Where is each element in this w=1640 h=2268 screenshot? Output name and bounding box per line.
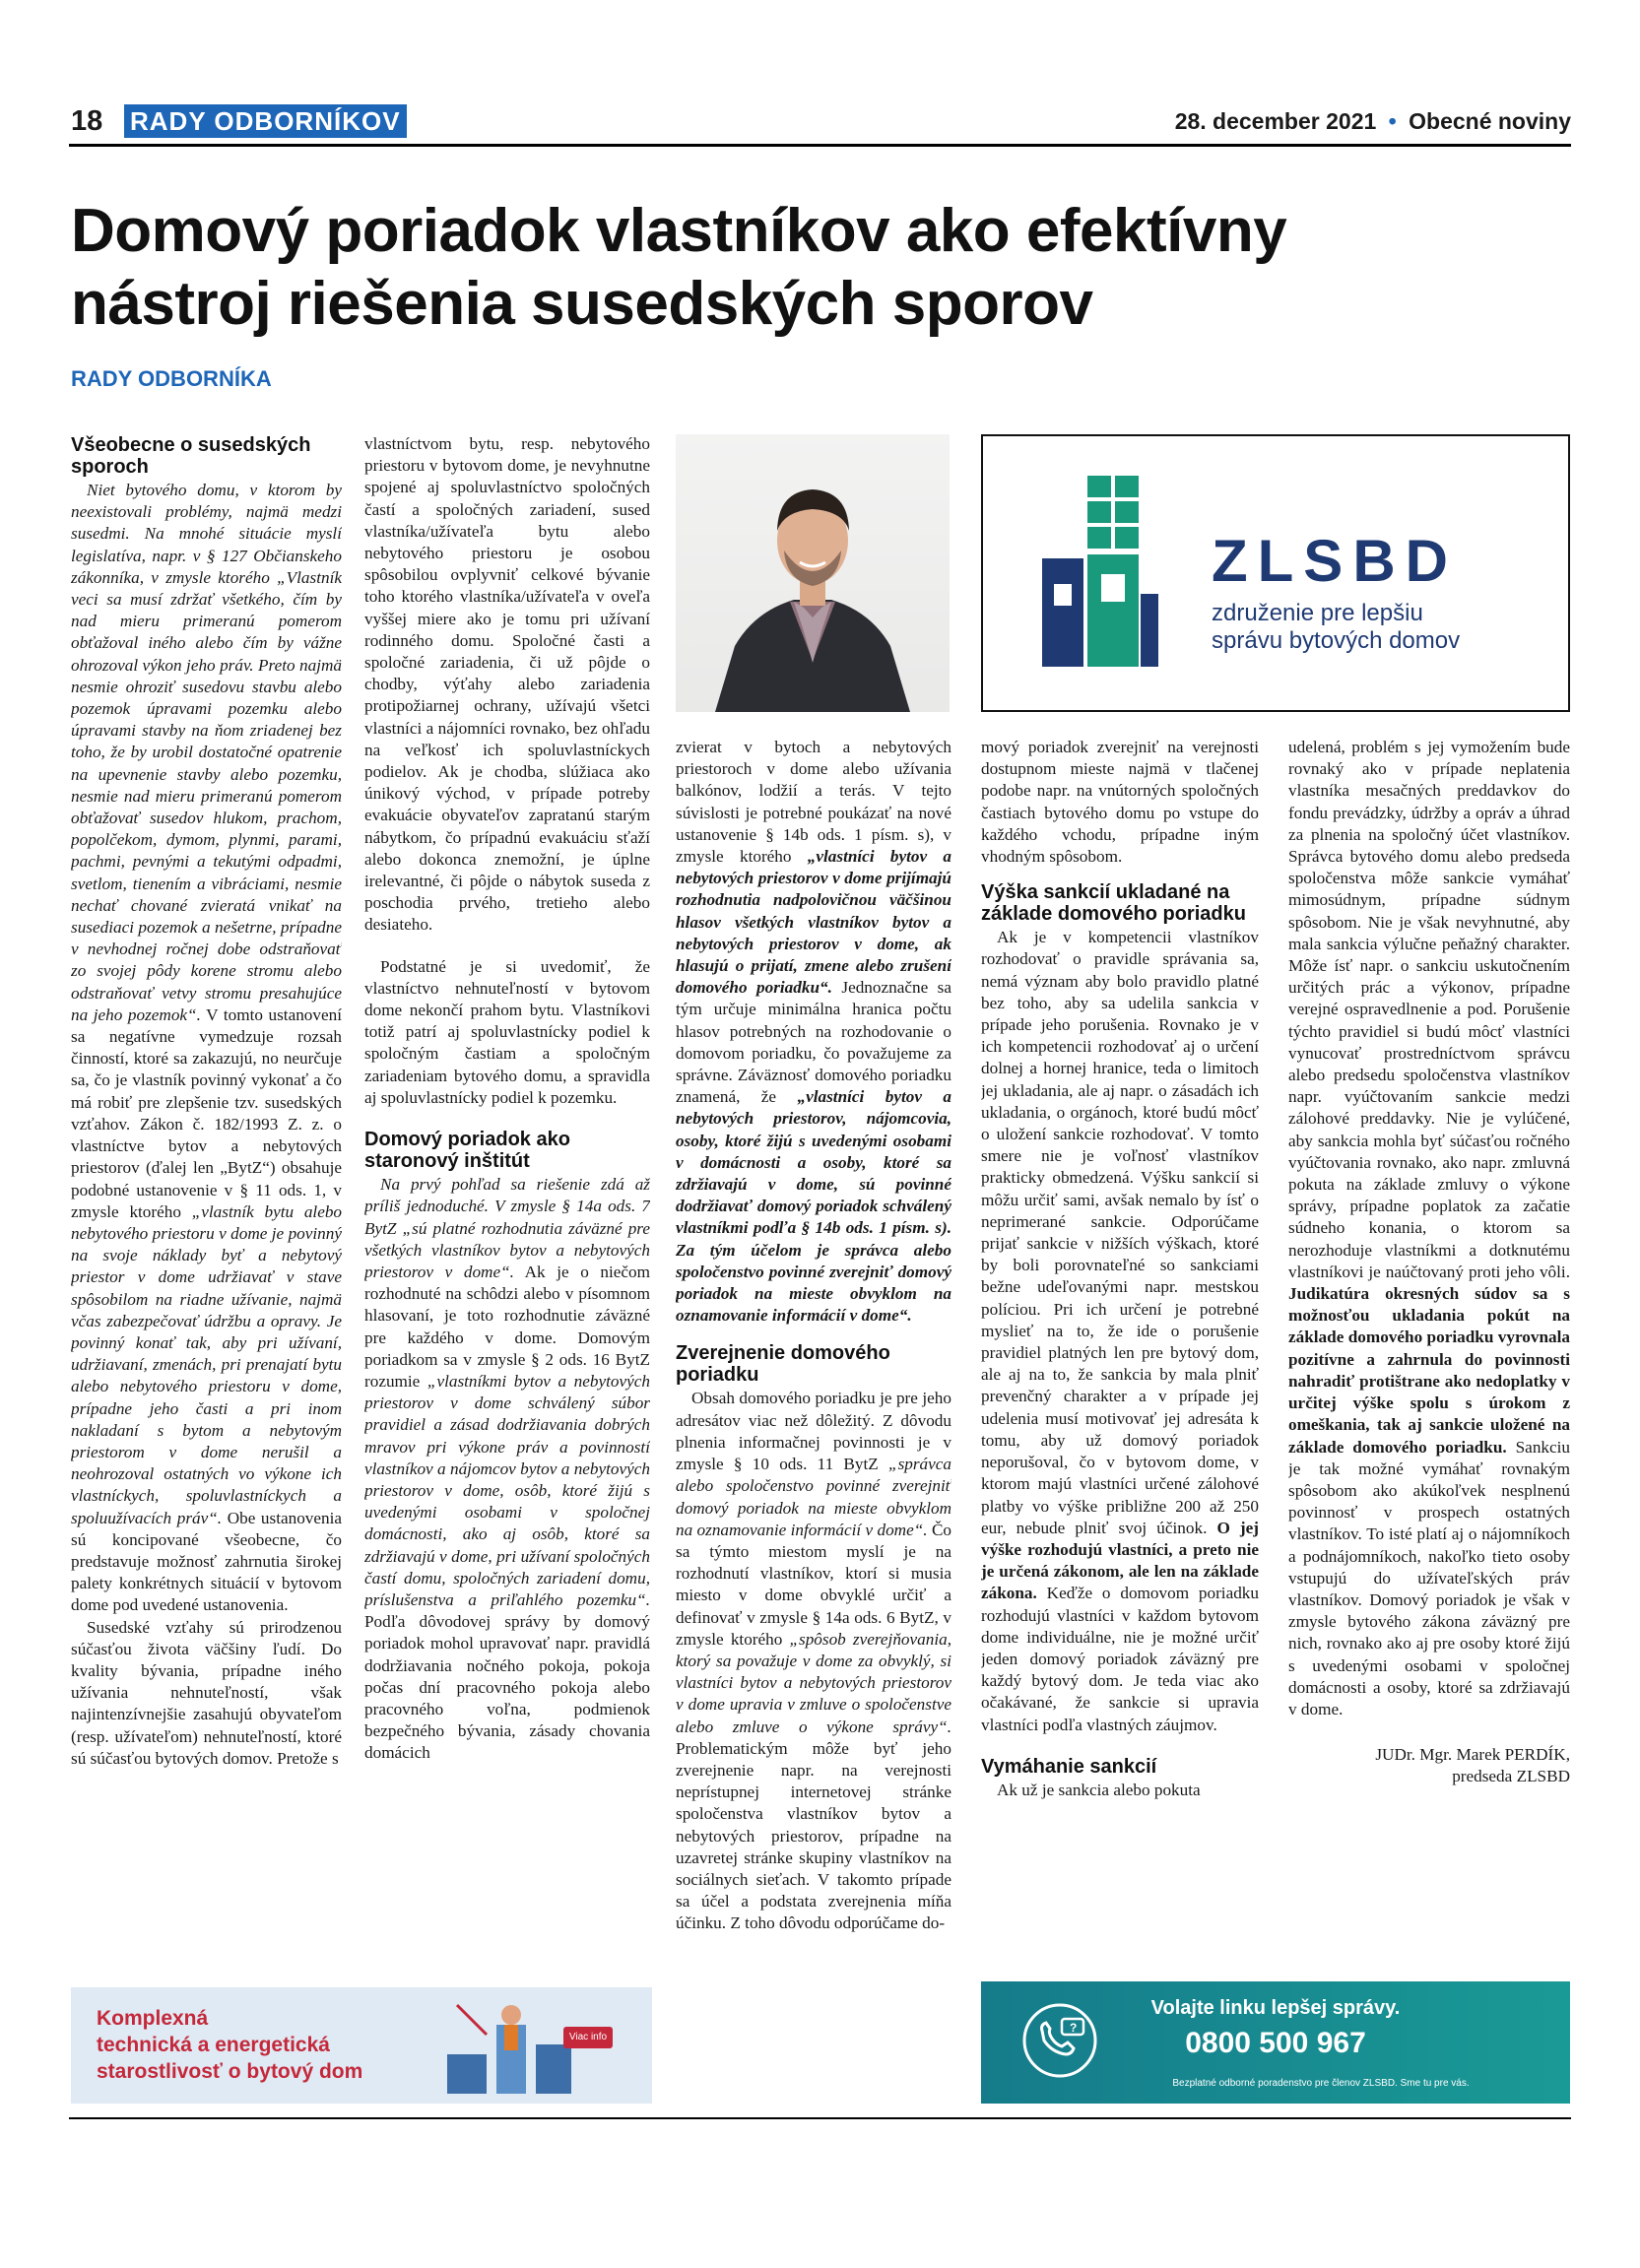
more-info-button[interactable]: Viac info [563, 2027, 613, 2048]
paragraph: Susedské vzťahy sú prirodzenou súčasťou života väčšiny ľudí. Do kvality bývania, prípadne iného užívania nehnuteľností, však najintenzívnejšie zasahujú obyvateľom (resp. užívateľom) nehnuteľností, ktoré sú súčasťou bytových domov. Pretože s [71, 1617, 342, 1768]
paragraph: mový poriadok zverejniť na verejnosti dostupnom mieste najmä v tlačenej podobe napr. na vnútorných spoločných častiach bytového domu po vstupe do každého vchodu, prípadne iným vhodným spôsobom. [981, 738, 1259, 867]
logo-acronym: ZLSBD [1212, 528, 1458, 594]
paragraph: Podstatné je si uvedomiť, že vlastníctvo nehnuteľností v bytovom dome nekončí prahom bytu. Vlastníkovi totiž patrí aj spoluvlastnícky podiel k spoločným častiam a spoločným zariadeniam bytového domu, a spravidla aj spoluvlastnícky podiel k pozemku. [364, 956, 650, 1107]
subhead-general: Všeobecne o susedských sporoch [71, 434, 311, 478]
separator-dot: • [1388, 108, 1397, 134]
ad-technical-care[interactable] [71, 1987, 652, 2104]
column-1 [71, 430, 342, 1976]
building-logo-icon [1042, 476, 1158, 669]
author-photo [676, 434, 950, 712]
author-name: JUDr. Mgr. Marek PERDÍK, [1375, 1745, 1570, 1765]
hotline-headline: Volajte linku lepšej správy. [1150, 1997, 1401, 2019]
hotline-phone[interactable]: 0800 500 967 [1185, 2027, 1366, 2059]
ad-hotline[interactable] [981, 1981, 1570, 2104]
subhead-zverejnenie: Zverejnenie domového poriadku [676, 1342, 890, 1387]
subhead-staronovy: Domový poriadok ako staronový inštitút [364, 1129, 570, 1173]
paragraph: Niet bytového domu, v ktorom by neexistovali problémy, najmä medzi susedmi. Na mnohé situácie myslí legislatíva, napr. v § 127 Občianskeho zákonníka, v zmysle ktorého „Vlastník veci sa musí zdržať všetkého, čím by nad mieru primeranú pomerom obťažoval iného alebo čím by vážne ohrozoval výkon jeho práv. Preto najmä nesmie ohroziť susedovu stavbu alebo pozemok úpravami pozemku alebo úpravami stavby na ňom zriadenej bez toho, že by urobil dostatočné opatrenie na upevnenie stavby alebo pozemku, nesmie nad mieru primeranú pomerom obťažovať susedov hlukom, prachom, popolčekom, dymom, plynmi, parami, pachmi, pevnými a tekutými odpadmi, svetlom, tienením a vibráciami, nesmie nechať chované zvieratá vnikať na susediaci pozemok a nešetrne, prípadne v nevhodnej ročnej dobe odstraňovať zo svojej pôdy korene stromu alebo odstraňovať vetvy stromu presahujúce na jeho pozemok“. V tomto ustanovení sa negatívne vymedzuje rozsah činností, ktoré sa zakazujú, no neurčuje sa, čo je vlastník povinný vykonať a čo má robiť pre zlepšenie tzv. susedských vzťahov. Zákon č. 182/1993 Z. z. o vlastníctve bytov a nebytových priestorov (ďalej len „BytZ“) obsahuje podobné ustanovenie v § 11 ods. 1, v zmysle ktorého „vlastník bytu alebo nebytového priestoru v dome je povinný na svoje náklady byť a nebytový priestor v dome udržiavať v stave spôsobilom na riadne užívanie, najmä včas zabezpečovať údržbu a opravy. Je povinný konať tak, aby pri užívaní, udržiavaní, zmenách, pri prenajatí bytu alebo nebytového priestoru v dome, prípadne jeho časti a pri inom nakladaní s bytom a nebytovým priestorom v dome nerušil a neohrozoval ostatných vo výkone ich vlastníckych, spoluvlastníckych a spoluužívacích práv“. Obe ustanovenia sú koncipované všeobecne, čo predstavuje možnosť zahrnutia širokej palety konkrétnych situácií v bytovom dome pod uvedené ustanovenia. [71, 481, 342, 1615]
paragraph: Ak už je sankcia alebo pokuta [997, 1780, 1201, 1799]
issue-info [1175, 108, 1571, 135]
paragraph: Na prvý pohľad sa riešenie zdá až príliš jednoduché. V zmysle § 14a ods. 7 BytZ „sú platné rozhodnutia záväzné pre všetkých vlastníkov bytov a nebytových priestorov v dome“. Ak je o niečom rozhodnuté na schôdzi alebo v písomnom hlasovaní, je toto rozhodnutie záväzné pre každého v dome. Domovým poriadkom sa v zmysle § 2 ods. 16 BytZ rozumie „vlastníkmi bytov a nebytových priestorov v dome schválený súbor pravidiel a zásad dodržiavania dobrých mravov pri výkone práv a povinností vlastníkov a nájomcov bytov a nebytových priestorov v dome, osôb, ktoré žijú s uvedenými osobami v spoločnej domácnosti, ako aj osôb, ktoré sa zdržiavajú v dome, pri užívaní spoločných častí domu, spoločných zariadení domu, príslušenstva a priľahlého pozemku“. Podľa dôvodovej správy by domový poriadok mohol upravovať napr. pravidlá dodržiavania nočného pokoja, pokoja počas dní pracovného pokoja alebo pracovného voľna, podmienok bezpečného bývania, zásady chovania domácich [364, 1175, 650, 1763]
paragraph: vlastníctvom bytu, resp. nebytového priestoru v bytovom dome, je nevyhnutne spojené aj spoluvlastníctvo spoločných častí a spoločných zariadení, sused vlastníka/užívateľa bytu alebo nebytového priestoru je osobou spôsobilou ovplyvniť celkové bývanie toho ktorého vlastníka/užívateľa v oveľa vyššej miere ako je tomu pri užívaní rodinného domu. Spoločné časti a spoločné zariadenia, či už pôjde o chodby, výťahy alebo zariadenia protipožiarnej ochrany, užívajú všetci vlastníci a nájomníci rovnako, bez ohľadu na veľkosť ich spoluvlastníckych podielov. Ak je chodba, slúžiaca ako únikový východ, v prípade potreby evakuácie obyvateľov zapratanú starým nábytkom, čo prípadnú evakuáciu sťaží alebo dokonca znemožní, je úplne irelevantné, či pôjde o nábytok suseda z poschodia prvého, tretieho alebo desiateho. [364, 434, 650, 935]
column-4 [981, 737, 1259, 1938]
portrait-illustration [676, 434, 950, 712]
hotline-footnote: Bezplatné odborné poradenstvo pre členov ZLSBD. Sme tu pre vás. [1172, 2078, 1470, 2089]
headline [71, 195, 1578, 341]
author-role: predseda ZLSBD [1452, 1767, 1570, 1786]
paragraph: Ak je v kompetencii vlastníkov rozhodovať o pravidle správania sa, nemá význam aby bolo pravidlo platné bez toho, aby sa udelila sankcia v prípade jeho porušenia. Rovnako je v ich kompetencii rozhodovať aj o určení dolnej a hornej hranice, teda o limitoch jej ukladania, ale aj napr. o zásadách ich ukladania, o orgánoch, ktoré budú môcť o uložení sankcie rozhodovať. V tomto smere nie je voľnosť vlastníkov prakticky obmedzená. Výšku sankcií si môžu určiť sami, avšak nemalo by ísť o neprimerané sankcie. Odporúčame prijať sankcie v nižších výškach, ktoré by boli porovnateľné so sankciami bežne udeľovanými napr. mestskou políciou. Pri ich určení je potrebné myslieť na to, že ide o porušenie pravidiel platných len pre bytový dom, ale aj na to, že sankcia by mala plniť prevenčný charakter a v prípade jej udelenia musí motivovať jej adresáta k tomu, aby už domový poriadok neporušoval, čo v bytovom dome, v ktorom majú vlastníci určené zálohové platby vo výške približne 200 až 250 eur, nebude plniť svoj účinok. O jej výške rozhodujú vlastníci, a preto nie je určená zákonom, ale len na základe zákona. Keďže o domovom poriadku rozhodujú vlastníci v každom bytovom dome individuálne, nie je možné určiť jeden domový poriadok záväzný pre každý bytový dom. Je teda viac ako očakávané, že sankcie si upravia vlastníci podľa vlastných záujmov. [981, 928, 1259, 1734]
zlsbd-logo-box [981, 434, 1570, 712]
kicker: RADY ODBORNÍKA [71, 366, 272, 391]
headline-line-1: Domový poriadok vlastníkov ako efektívny [71, 197, 1287, 265]
footer-rule [69, 2117, 1571, 2119]
page-number: 18 [71, 105, 103, 137]
ad-left-text: Komplexná technická a energetická starostlivosť o bytový dom [97, 2007, 363, 2083]
paragraph: udelená, problém s jej vymožením bude rovnaký ako v prípade neplatenia vlastníka mesačných preddavkov do fondu prevádzky, údržby a opráv a úhrad za plnenia na spoločný účet vlastníkov. Správca bytového domu alebo predseda spoločenstva môže sankcie vymáhať mimosúdnym, prípadne súdnym spôsobom. Nie je však nevyhnutné, aby mala sankcia výlučne peňažný charakter. Môže ísť napr. o sankciu uskutočnením určitých prác a výkonov, prípadne verejné ospravedlnenie a pod. Porušenie týchto pravidiel si budú môcť vlastníci vynucovať prostredníctvom správcu alebo predsedu spoločenstva vlastníkov napr. vyúčtovaním sankcie medzi zálohové preddavky. Nie je vylúčené, aby sankcia mohla byť súčasťou ročného vyúčtovania rovnako, ako napr. zmluvná pokuta na základe zmluvy o výkone správy, prípadne poplatok za začatie súdneho konania, o ktorom sa nerozhoduje vlastníkmi a dotknutému vlastníkovi je naúčtovaný proti jeho vôli. Judikatúra okresných súdov sa s možnosťou ukladania pokút na základe domového poriadku vyrovnala pozitívne a zahrnula do povinnosti nahradiť protištrane ako nedoplatky v určitej výške spolu s úrokom z omeškania, tak aj sankcie uložené na základe domového poriadku. Sankciu je tak možné vymáhať rovnakým spôsobom ako akúkoľvek nesplnenú povinnosť v prospech ostatných vlastníkov. To isté platí aj o nájomníkoch a podnájomníkoch, nakoľko tieto osoby vstupujú do užívateľských práv vlastníkov. Domový poriadok je však v zmysle bytového zákona záväzný pre nich, rovnako ako aj pre osoby ktoré žijú s uvedenými osobami v spoločnej domácnosti a osoby, ktoré sa zdržiavajú v dome. [1288, 738, 1570, 1718]
subhead-vyska-sankcii: Výška sankcií ukladané na základe domového poriadku [981, 881, 1246, 926]
section-label: RADY ODBORNÍKOV [124, 104, 407, 138]
author-signature [1288, 1744, 1570, 1787]
paragraph: zvierat v bytoch a nebytových priestoroch v dome alebo užívania balkónov, lodžií a terás. V tejto súvislosti je potrebné poukázať na nové ustanovenie § 14b ods. 1 písm. s), v zmysle ktorého „vlastníci bytov a nebytových priestorov v dome prijímajú rozhodnutia nadpolovičnou väčšinou hlasov všetkých vlastníkov bytov a nebytových priestorov v dome, ak hlasujú o prijatí, zmene alebo zrušení domového poriadku“. Jednoznačne sa tým určuje minimálna hranica počtu hlasov potrebných na rozhodovanie o domovom poriadku, čo považujeme za správne. Záväznosť domového poriadku znamená, že „vlastníci bytov a nebytových priestorov, nájomcovia, osoby, ktoré žijú s uvedenými osobami v domácnosti a osoby, ktoré sa zdržiavajú v dome, sú povinné dodržiavať domový poriadok schválený vlastníkmi podľa § 14b ods. 1 písm. s). Za tým účelom je správca alebo spoločenstvo povinné zverejniť domový poriadok na mieste obvyklom na oznamovanie informácií v dome“. [676, 738, 951, 1326]
svg-text:?: ? [1070, 2021, 1078, 2035]
column-3 [676, 737, 951, 2106]
issue-date: 28. december 2021 [1174, 108, 1377, 134]
header-rule [69, 144, 1571, 147]
publication-name: Obecné noviny [1409, 108, 1571, 134]
paragraph: Obsah domového poriadku je pre jeho adresátov viac než dôležitý. Z dôvodu plnenia informačnej povinnosti je v zmysle § 10 ods. 11 BytZ „správca alebo spoločenstvo povinné zverejniť domový poriadok na mieste obvyklom na oznamovanie informácií v dome“. Čo sa týmto miestom myslí je na rozhodnutí vlastníkov, ktorí si musia miesto v dome obvyklé určiť a definovať v zmysle § 14a ods. 6 BytZ, v zmysle ktorého „spôsob zverejňovania, ktorý sa považuje v dome za obvyklý, si vlastníci bytov a nebytových priestorov v dome upravia v zmluve o spoločenstve alebo zmluve o výkone správy“. Problematickým môže byť jeho zverejnenie napr. na verejnosti neprístupnej internetovej stránke spoločenstva vlastníkov bytov a nebytových priestorov, prípadne na uzavretej stránke skupiny vlastníkov na sociálnych sieťach. V takomto prípade sa účel a podstata zverejnenia míňa účinku. Z toho dôvodu odporúčame do- [676, 1389, 951, 1933]
column-2 [364, 433, 650, 1977]
worker-illustration-icon [437, 1995, 585, 2100]
logo-tagline: združenie pre lepšiu správu bytových domov [1212, 600, 1461, 654]
subhead-vymahanie: Vymáhanie sankcií [981, 1755, 1157, 1778]
column-5 [1288, 737, 1570, 1938]
headline-line-2: nástroj riešenia susedských sporov [71, 270, 1093, 338]
